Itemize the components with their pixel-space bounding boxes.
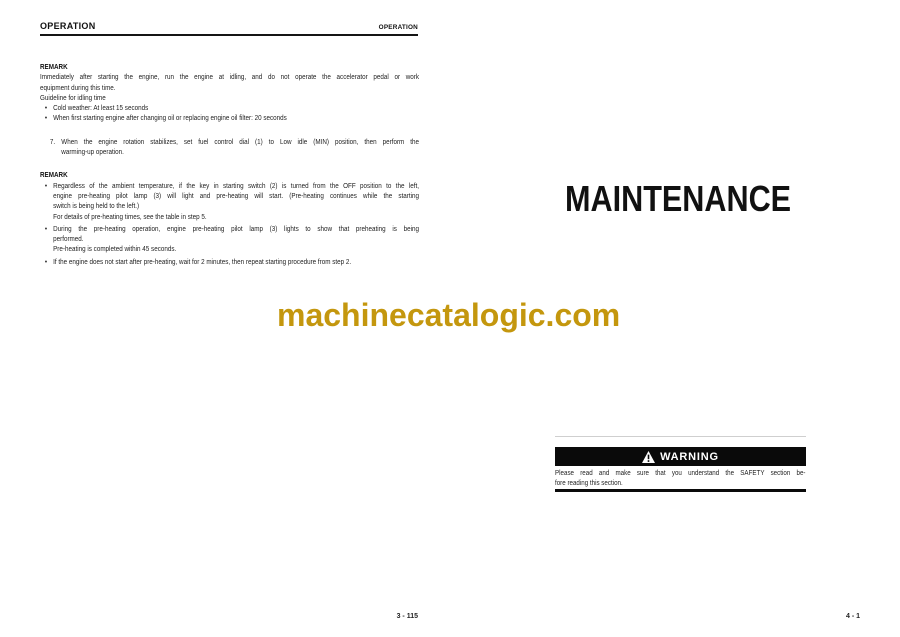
text-line: Cold weather: At least 15 seconds [53, 103, 149, 113]
header-section-title: OPERATION [40, 21, 96, 31]
para-block [40, 72, 419, 103]
bullet-block [40, 181, 419, 222]
remark-heading: REMARK [40, 62, 68, 71]
text-line: Guideline for idling time [40, 92, 106, 102]
warning-bottom-rule [555, 489, 806, 492]
text-line: engine pre-heating pilot lamp (3) will light and pre-heating will start. (Pre-heating continues while the starting [53, 190, 420, 200]
watermark-text: machinecatalogic.com [277, 297, 621, 333]
bullet-block [40, 103, 419, 113]
text-line: Pre-heating is completed within 45 seconds. [53, 244, 177, 254]
item-number: 7. [49, 136, 56, 146]
warning-box [555, 436, 806, 492]
warning-triangle-icon [642, 451, 655, 463]
text-line: performed. [53, 234, 84, 244]
header-rule [40, 34, 418, 36]
text-line: When first starting engine after changing oil or replacing engine oil filter: 20 seconds [53, 113, 287, 123]
warning-banner [555, 447, 806, 466]
warning-text [555, 468, 805, 488]
page-number-right: 4 - 1 [846, 613, 861, 620]
text-line: Immediately after starting the engine, run the engine at idling, and do not operate the accelerator pedal or work [40, 72, 420, 82]
remark-heading: REMARK [40, 170, 68, 180]
warning-label: WARNING [660, 450, 719, 463]
text-line: Regardless of the ambient temperature, if the key in starting switch (2) is turned from the OFF position to the left, [53, 180, 420, 190]
text-line: When the engine rotation stabilizes, set fuel control dial (1) to Low idle (MIN) position, then perform the [61, 136, 420, 146]
bullet-marker: • [44, 256, 48, 266]
text-line: If the engine does not start after pre-heating, wait for 2 minutes, then repeat starting procedure from step 2. [53, 256, 352, 266]
header-running-title: OPERATION [378, 24, 418, 31]
text-line: switch is being held to the left.) [53, 201, 140, 211]
warning-top-line [555, 436, 806, 437]
page-number-left: 3 - 115 [396, 613, 418, 620]
text-line: fore reading this section. [555, 478, 623, 487]
text-line: For details of pre-heating times, see the table in step 5. [53, 211, 207, 221]
bullet-marker: • [44, 113, 48, 123]
bullet-block [40, 224, 419, 255]
numbered-block [40, 137, 419, 158]
bullet-marker: • [44, 180, 48, 190]
text-line: Please read and make sure that you understand the SAFETY section be- [555, 468, 806, 477]
bullet-marker: • [44, 223, 48, 233]
text-line: warming-up operation. [61, 147, 124, 157]
bullet-block [40, 257, 419, 267]
text-line: equipment during this time. [40, 82, 116, 92]
text-line: During the pre-heating operation, engine pre-heating pilot lamp (3) lights to show that preheating is being [53, 223, 420, 233]
bullet-marker: • [44, 103, 48, 113]
chapter-title: MAINTENANCE [565, 178, 792, 219]
left-column [40, 62, 419, 267]
bullet-block [40, 113, 419, 123]
